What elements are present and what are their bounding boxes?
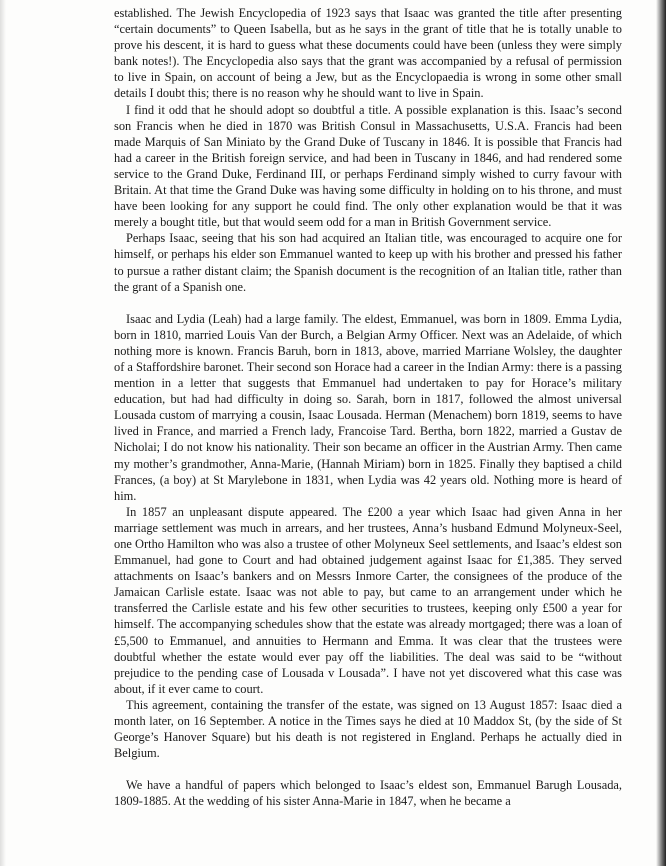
paragraph-doubtful-title: I find it odd that he should adopt so doubtful a title. A possible explanation is this. Isaac’s second son Francis when he died in 1870 was British Consul in Massachusetts, U.S.A. Francis had been made Marquis of San Miniato by the Grand Duke of Tuscany in 1846. It is possible that Francis had had a career in the British foreign service, and had been in Tuscany in 1846, and had rendered some service to the Grand Duke, Ferdinand III, or perhaps Ferdinand simply wished to curry favour with Britain. At that time the Grand Duke was having some difficulty in holding on to his throne, and must have been looking for any support he could find. The only other explanation would be that it was merely a bought title, but that would seem odd for a man in British Government service. [114,102,622,230]
page-shadow-right [656,0,666,866]
paragraph-dispute: In 1857 an unpleasant dispute appeared. The £200 a year which Isaac had given Anna in her marriage settlement was much in arrears, and her trustees, Anna’s husband Edmund Molyneux-Seel, one Ortho Hamilton who was also a trustee of other Molyneux Seel settlements, and Isaac’s eldest son Emmanuel, had gone to Court and had obtained judgement against Isaac for £1,385. They served attachments on Isaac’s bankers and on Messrs Inmore Carter, the consignees of the produce of the Jamaican Carlisle estate. Isaac was not able to pay, but came to an arrangement under which he transferred the Carlisle estate and his few other securities to trustees, keeping only £500 a year for himself. The accompanying schedules show that the estate was already mortgaged; there was a loan of £5,500 to Emmanuel, and annuities to Hermann and Emma. It was clear that the trustees were doubtful whether the estate would ever pay off the liabilities. The deal was said to be “without prejudice to the pending case of Lousada v Lousada”. I have not yet discovered what this case was about, if it ever came to court. [114,504,622,696]
paragraph-emmanuel-papers: We have a handful of papers which belonged to Isaac’s eldest son, Emmanuel Barugh Lousada, 1809-1885. At the wedding of his sister Anna-Marie in 1847, when he became a [114,778,622,809]
page-shadow-left [0,0,6,866]
paragraph-title-grant: established. The Jewish Encyclopedia of 1923 says that Isaac was granted the title after presenting “certain documents” to Queen Isabella, but as he says in the grant of title that he is totally unable to prove his descent, it is hard to guess what these documents could have been (unless they were simply bank notes!). The Encyclopedia also says that the grant was accompanied by a refusal of permission to live in Spain, on account of being a Jew, but as the Encyclopaedia is wrong in some other small details I doubt this; there is no reason why he should want to live in Spain. [114,6,622,101]
page-text [114,5,622,810]
paragraph-family: Isaac and Lydia (Leah) had a large family. The eldest, Emmanuel, was born in 1809. Emma Lydia, born in 1810, married Louis Van der Burch, a Belgian Army Officer. Next was an Adelaide, of which nothing more is known. Francis Baruh, born in 1813, above, married Marriane Wolsley, the daughter of a Staffordshire baronet. Their second son Horace had a career in the Indian Army: there is a passing mention in a letter that suggests that Emmanuel had undertaken to pay for Horace’s military education, but had had difficulty in doing so. Sarah, born in 1817, followed the almost universal Lousada custom of marrying a cousin, Isaac Lousada. Herman (Menachem) born 1819, seems to have lived in France, and married a French lady, Francoise Tard. Bertha, born 1822, married a Gustav de Nicholai; I do not know his nationality. Their son became an officer in the Austrian Army. Then came my mother’s grandmother, Anna-Marie, (Hannah Miriam) born in 1825. Finally they baptised a child Frances, (a boy) at St Marylebone in 1831, when Lydia was 42 years old. Nothing more is heard of him. [114,311,622,503]
paragraph-italian-title: Perhaps Isaac, seeing that his son had acquired an Italian title, was encouraged to acquire one for himself, or perhaps his elder son Emmanuel wanted to keep up with his brother and pressed his father to pursue a rather distant claim; the Spanish document is the recognition of an Italian title, rather than the grant of a Spanish one. [114,231,622,294]
paragraph-agreement: This agreement, containing the transfer of the estate, was signed on 13 August 1857: Isaac died a month later, on 16 September. A notice in the Times says he died at 10 Maddox St, (by the side of St George’s Hanover Square) but his death is not registered in England. Perhaps he actually died in Belgium. [114,697,622,761]
